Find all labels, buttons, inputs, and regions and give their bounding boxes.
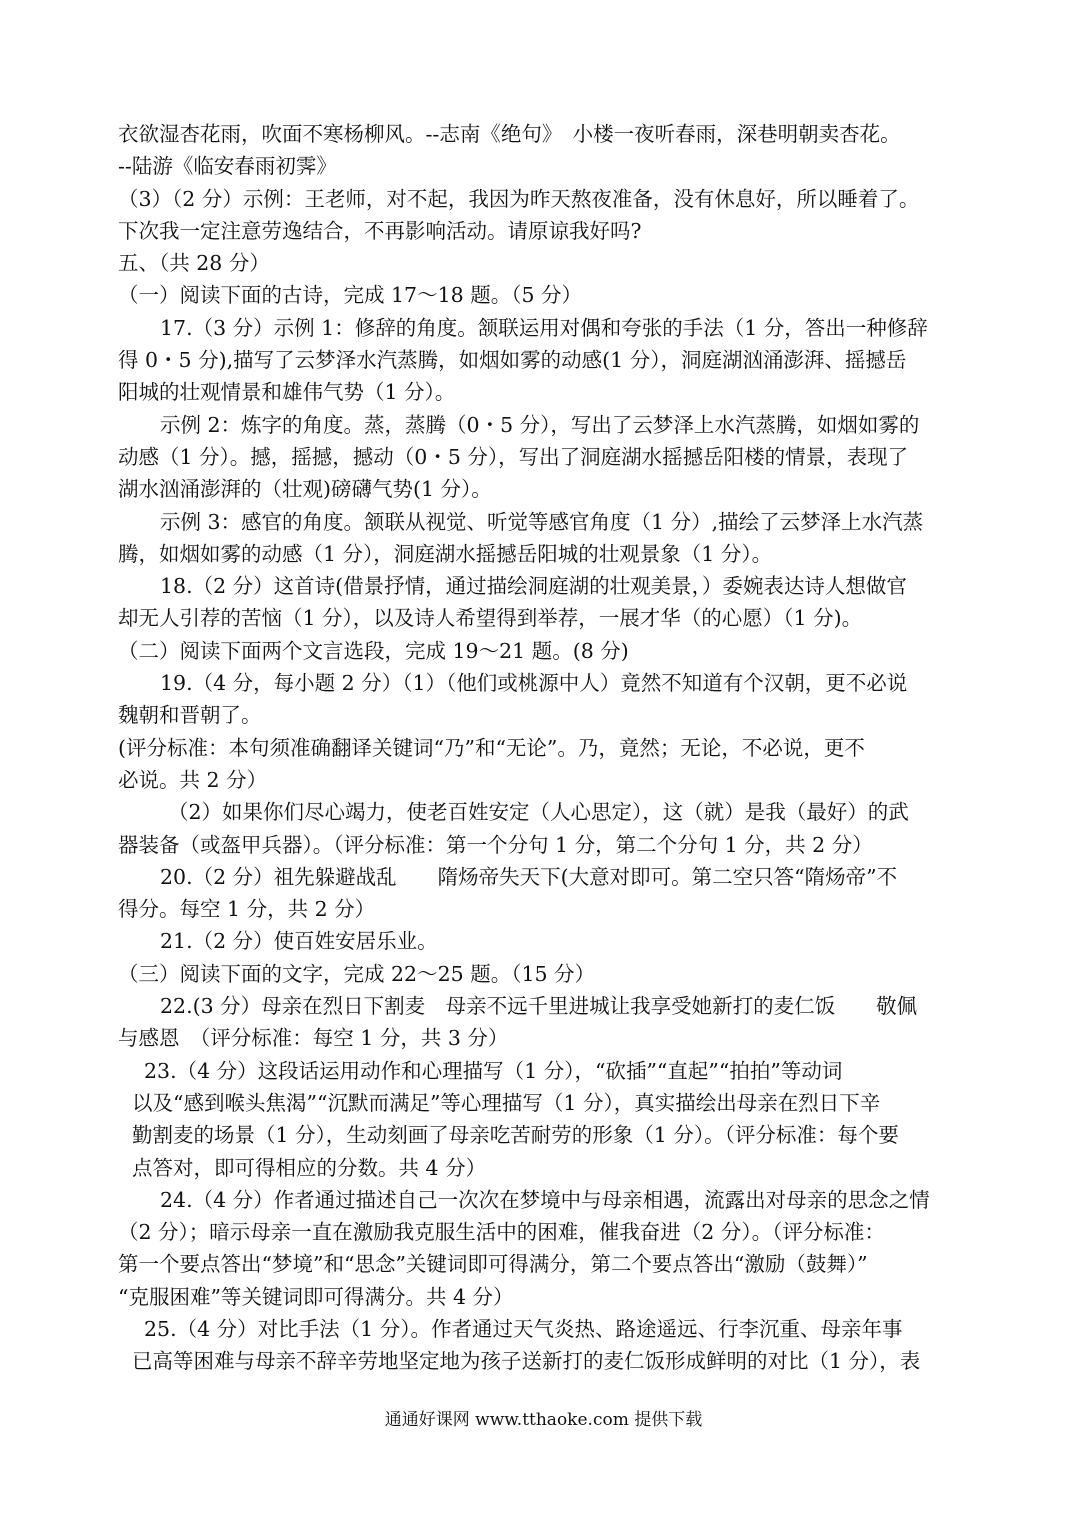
- text-line: 23.（4 分）这段话运用动作和心理描写（1 分），“砍插”“直起”“拍拍”等动词: [144, 1058, 843, 1083]
- text-line: 湖水汹涌澎湃的（壮观)磅礴气势(1 分）。: [118, 477, 492, 502]
- text-line: 18.（2 分）这首诗(借景抒情，通过描绘洞庭湖的壮观美景，）委婉表达诗人想做官: [160, 574, 907, 599]
- text-line: 24.（4 分）作者通过描述自己一次次在梦境中与母亲相遇，流露出对母亲的思念之情: [160, 1187, 930, 1212]
- subsection-heading: （三）阅读下面的文字，完成 22～25 题。（15 分）: [118, 961, 596, 986]
- text-line: 与感恩 （评分标准：每空 1 分，共 3 分）: [118, 1026, 509, 1051]
- text-line: 魏朝和晋朝了。: [118, 703, 262, 728]
- subsection-heading: （一）阅读下面的古诗，完成 17～18 题。（5 分）: [118, 283, 583, 308]
- text-line: 点答对，即可得相应的分数。共 4 分）: [132, 1155, 487, 1180]
- text-line: 示例 2：炼字的角度。蒸，蒸腾（0・5 分），写出了云梦泽上水汽蒸腾，如烟如雾的: [160, 412, 920, 437]
- subsection-heading: （二）阅读下面两个文言选段，完成 19～21 题。(8 分): [118, 638, 629, 663]
- section-heading: 五、（共 28 分）: [118, 251, 270, 276]
- page-footer: 通通好课网 www.tthaoke.com 提供下载: [384, 1410, 703, 1430]
- text-line: （2）如果你们尽心竭力，使老百姓安定（人心思定），这（就）是我（最好）的武: [168, 800, 909, 825]
- text-line: 必说。共 2 分）: [118, 767, 268, 792]
- text-line: 腾，如烟如雾的动感（1 分），洞庭湖水摇撼岳阳城的壮观景象（1 分）。: [118, 541, 773, 566]
- text-line: 得 0・5 分),描写了云梦泽水汽蒸腾，如烟如雾的动感(1 分），洞庭湖汹涌澎湃、摇撼岳: [118, 348, 907, 373]
- text-line: 衣欲湿杏花雨，吹面不寒杨柳风。--志南《绝句》 小楼一夜听春雨，深巷明朝卖杏花。: [118, 122, 901, 146]
- text-line: 动感（1 分）。撼，摇撼，撼动（0・5 分），写出了洞庭湖水摇撼岳阳楼的情景，表现了: [118, 444, 909, 469]
- text-line: 21.（2 分）使百姓安居乐业。: [160, 929, 438, 954]
- text-line: 勤割麦的场景（1 分），生动刻画了母亲吃苦耐劳的形象（1 分）。（评分标准：每个要: [132, 1123, 899, 1148]
- text-line: 却无人引荐的苦恼（1 分），以及诗人希望得到举荐，一展才华（的心愿）（1 分)。: [118, 606, 863, 631]
- text-line: 器装备（或盔甲兵器）。（评分标准：第一个分句 1 分，第二个分句 1 分，共 2 分）: [118, 832, 873, 857]
- text-line: 以及“感到喉头焦渴”“沉默而满足”等心理描写（1 分），真实描绘出母亲在烈日下辛: [132, 1090, 881, 1115]
- text-line: 22.(3 分）母亲在烈日下割麦 母亲不远千里进城让我享受她新打的麦仁饭 敬佩: [160, 994, 918, 1019]
- text-line: 19.（4 分，每小题 2 分）（1）（他们或桃源中人）竟然不知道有个汉朝，更不必说: [160, 671, 908, 696]
- answer-text-body: [118, 118, 978, 1378]
- text-line: 示例 3：感官的角度。颔联从视觉、听觉等感官角度（1 分）,描绘了云梦泽上水汽蒸: [160, 509, 924, 534]
- text-line: （3）（2 分）示例：王老师，对不起，我因为昨天熬夜准备，没有休息好，所以睡着了。: [118, 186, 920, 211]
- text-line: 阳城的壮观情景和雄伟气势（1 分）。: [118, 380, 456, 405]
- text-line: 25.（4 分）对比手法（1 分）。作者通过天气炎热、路途遥远、行李沉重、母亲年事: [144, 1316, 903, 1341]
- text-line: （2 分）；暗示母亲一直在激励我克服生活中的困难，催我奋进（2 分）。（评分标准：: [118, 1220, 885, 1245]
- text-line: (评分标准：本句须准确翻译关键词“乃”和“无论”。乃，竟然；无论，不必说，更不: [118, 735, 865, 760]
- text-line: 17.（3 分）示例 1：修辞的角度。颔联运用对偶和夸张的手法（1 分，答出一种修辞: [160, 315, 928, 340]
- text-line: 得分。每空 1 分，共 2 分）: [118, 897, 376, 922]
- text-line: 下次我一定注意劳逸结合，不再影响活动。请原谅我好吗?: [118, 218, 642, 243]
- text-line: --陆游《临安春雨初霁》: [118, 154, 337, 179]
- text-line: 20.（2 分）祖先躲避战乱 隋炀帝失天下(大意对即可。第二空只答“隋炀帝”不: [160, 864, 898, 889]
- text-line: “克服困难”等关键词即可得满分。共 4 分）: [118, 1284, 514, 1309]
- text-line: 已高等困难与母亲不辞辛劳地坚定地为孩子送新打的麦仁饭形成鲜明的对比（1 分），表: [132, 1349, 921, 1374]
- text-line: 第一个要点答出“梦境”和“思念”关键词即可得满分，第二个要点答出“激励（鼓舞）”: [118, 1252, 868, 1277]
